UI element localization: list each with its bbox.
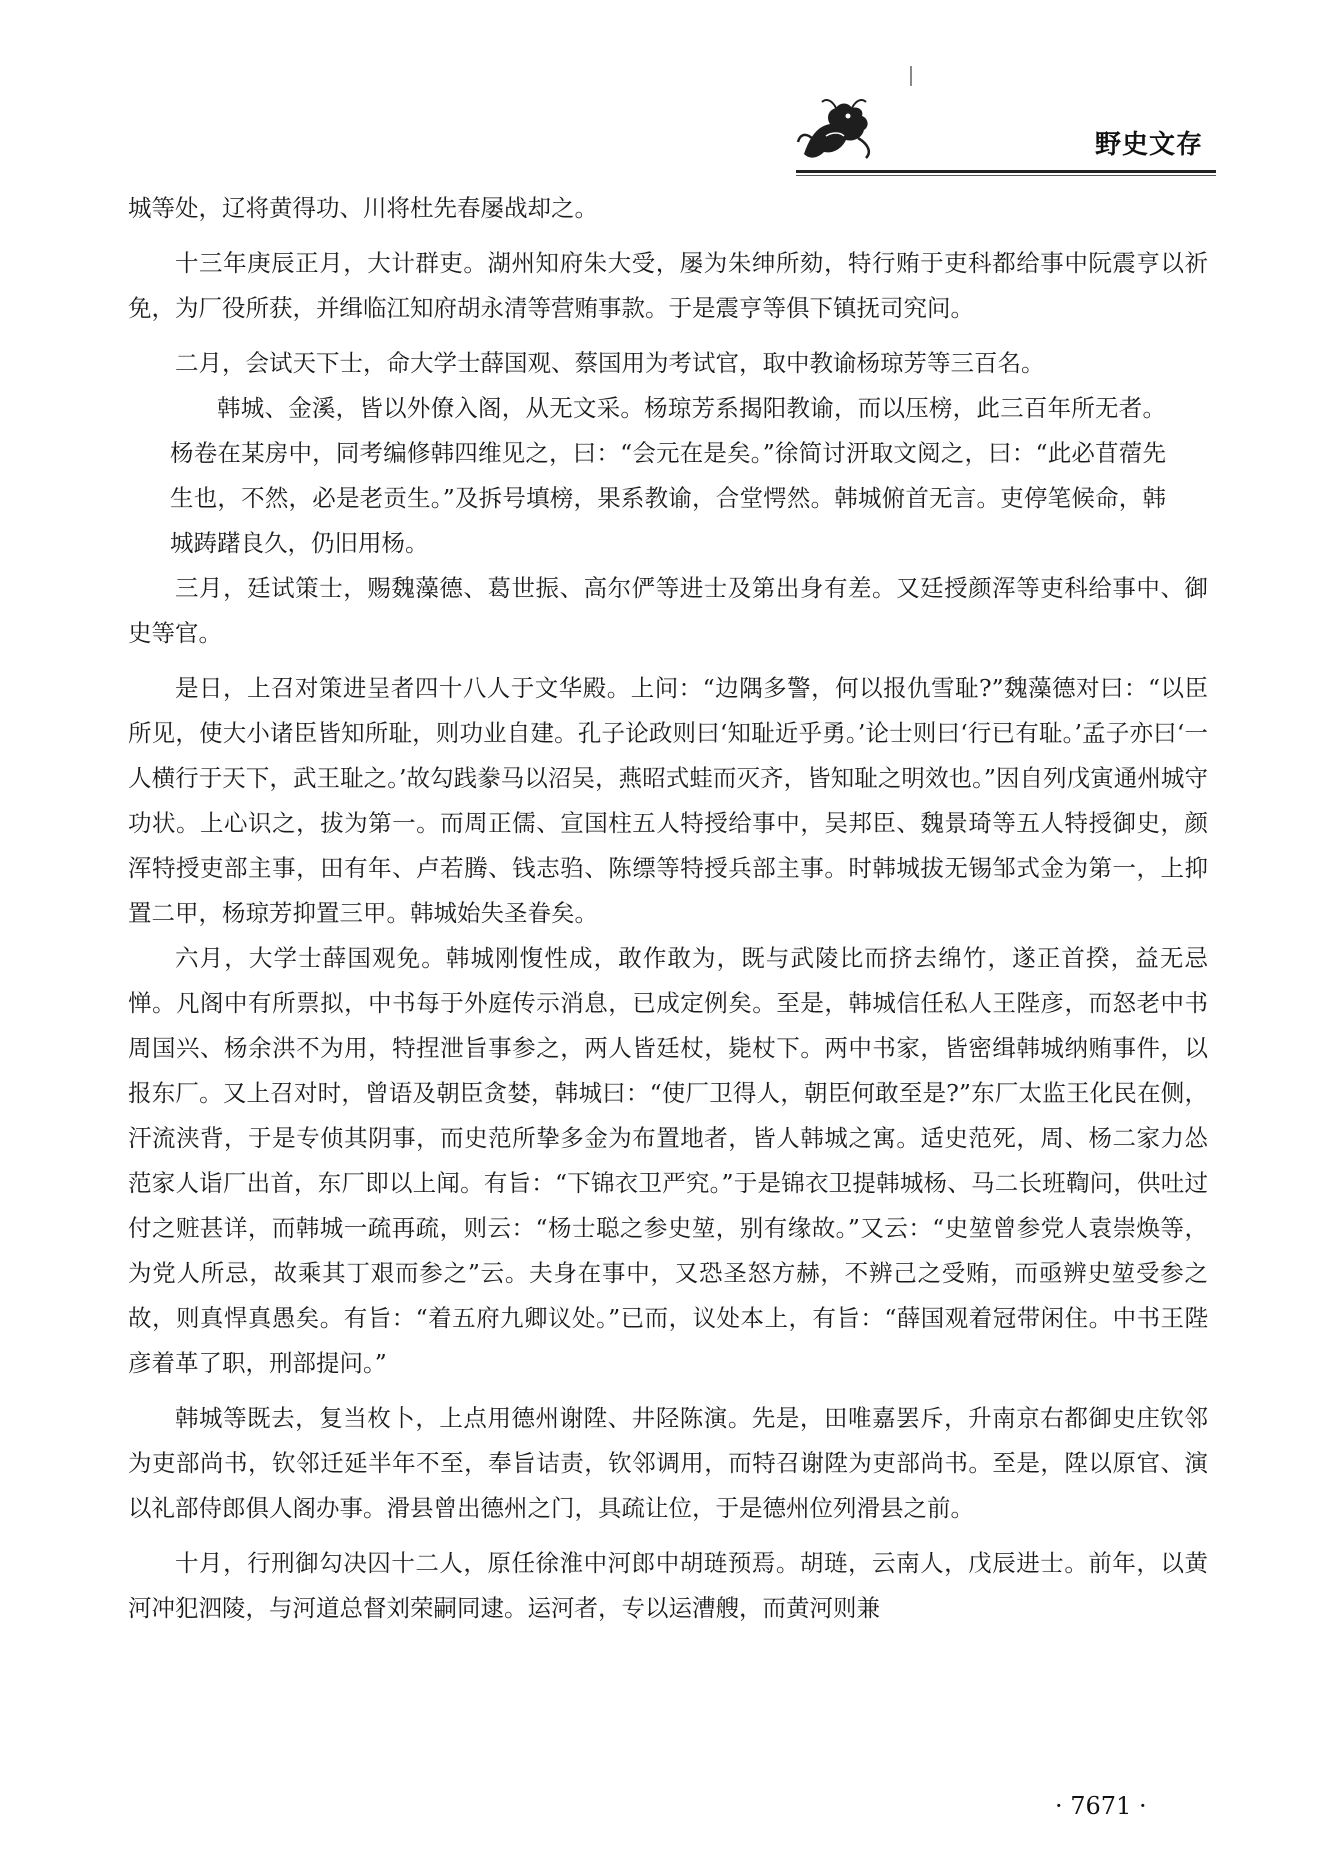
paragraph: 三月，廷试策士，赐魏藻德、葛世振、高尔俨等进士及第出身有差。又廷授颜浑等吏科给事中、御史等官。	[128, 574, 1208, 647]
dragon-emblem-icon	[796, 96, 876, 166]
header-rule	[796, 170, 1216, 173]
scan-mark	[910, 66, 912, 86]
paragraph: 十三年庚辰正月，大计群吏。湖州知府朱大受，屡为朱绅所劾，特行贿于吏科都给事中阮震亨以祈免，为厂役所获，并缉临江知府胡永清等营贿事款。于是震亨等俱下镇抚司究问。	[128, 249, 1208, 322]
series-title: 野史文存	[1095, 130, 1204, 160]
paragraph-continuation: 城等处，辽将黄得功、川将杜先春屡战却之。	[128, 194, 598, 222]
body-text	[128, 186, 1208, 1631]
page-number: · 7671 ·	[1055, 1792, 1147, 1820]
running-header	[0, 0, 1322, 180]
annotation-note: 韩城、金溪，皆以外僚入阁，从无文采。杨琼芳系揭阳教谕，而以压榜，此三百年所无者。杨卷在某房中，同考编修韩四维见之，曰：“会元在是矣。”徐简讨汧取文阅之，曰：“此必苜蓿先生也，不然，必是老贡生。”及拆号填榜，果系教谕，合堂愕然。韩城俯首无言。吏停笔候命，韩城踌躇良久，仍旧用杨。	[170, 394, 1166, 557]
paragraph: 六月，大学士薛国观免。韩城刚愎性成，敢作敢为，既与武陵比而挤去绵竹，遂正首揆，益无忌惮。凡阁中有所票拟，中书每于外庭传示消息，已成定例矣。至是，韩城信任私人王陛彦，而怒老中书周国兴、杨余洪不为用，特捏泄旨事参之，两人皆廷杖，毙杖下。两中书家，皆密缉韩城纳贿事件，以报东厂。又上召对时，曾语及朝臣贪婪，韩城曰：“使厂卫得人，朝臣何敢至是?”东厂太监王化民在侧，汗流浃背，于是专侦其阴事，而史范所挚多金为布置地者，皆人韩城之寓。适史范死，周、杨二家力怂范家人诣厂出首，东厂即以上闻。有旨：“下锦衣卫严究。”于是锦衣卫提韩城杨、马二长班鞫问，供吐过付之赃甚详，而韩城一疏再疏，则云：“杨士聪之参史堃，别有缘故。”又云：“史堃曾参党人袁崇焕等，为党人所忌，故乘其丁艰而参之”云。夫身在事中，又恐圣怒方赫，不辨己之受贿，而亟辨史堃受参之故，则真悍真愚矣。有旨：“着五府九卿议处。”已而，议处本上，有旨：“薛国观着冠带闲住。中书王陛彦着革了职，刑部提问。”	[128, 944, 1208, 1377]
header-rule-thin	[796, 175, 1216, 176]
paragraph: 二月，会试天下士，命大学士薛国观、蔡国用为考试官，取中教谕杨琼芳等三百名。	[175, 349, 1045, 377]
paragraph: 十月，行刑御勾决囚十二人，原任徐淮中河郎中胡琏预焉。胡琏，云南人，戊辰进士。前年，以黄河冲犯泗陵，与河道总督刘荣嗣同逮。运河者，专以运漕艘，而黄河则兼	[128, 1549, 1208, 1622]
paragraph: 是日，上召对策进呈者四十八人于文华殿。上问：“边隅多警，何以报仇雪耻?”魏藻德对曰：“以臣所见，使大小诸臣皆知所耻，则功业自建。孔子论政则曰‘知耻近乎勇。’论士则曰‘行已有耻。’孟子亦曰‘一人横行于天下，武王耻之。’故勾践豢马以沼吴，燕昭式蛙而灭齐，皆知耻之明效也。”因自列戊寅通州城守功状。上心识之，拔为第一。而周正儒、宣国柱五人特授给事中，吴邦臣、魏景琦等五人特授御史，颜浑特授吏部主事，田有年、卢若腾、钱志驺、陈缥等特授兵部主事。时韩城拔无锡邹式金为第一，上抑置二甲，杨琼芳抑置三甲。韩城始失圣眷矣。	[128, 674, 1208, 927]
paragraph: 韩城等既去，复当枚卜，上点用德州谢陞、井陉陈演。先是，田唯嘉罢斥，升南京右都御史庄钦邻为吏部尚书，钦邻迁延半年不至，奉旨诘责，钦邻调用，而特召谢陞为吏部尚书。至是，陞以原官、演以礼部侍郎俱人阁办事。滑县曾出德州之门，具疏让位，于是德州位列滑县之前。	[128, 1404, 1208, 1522]
